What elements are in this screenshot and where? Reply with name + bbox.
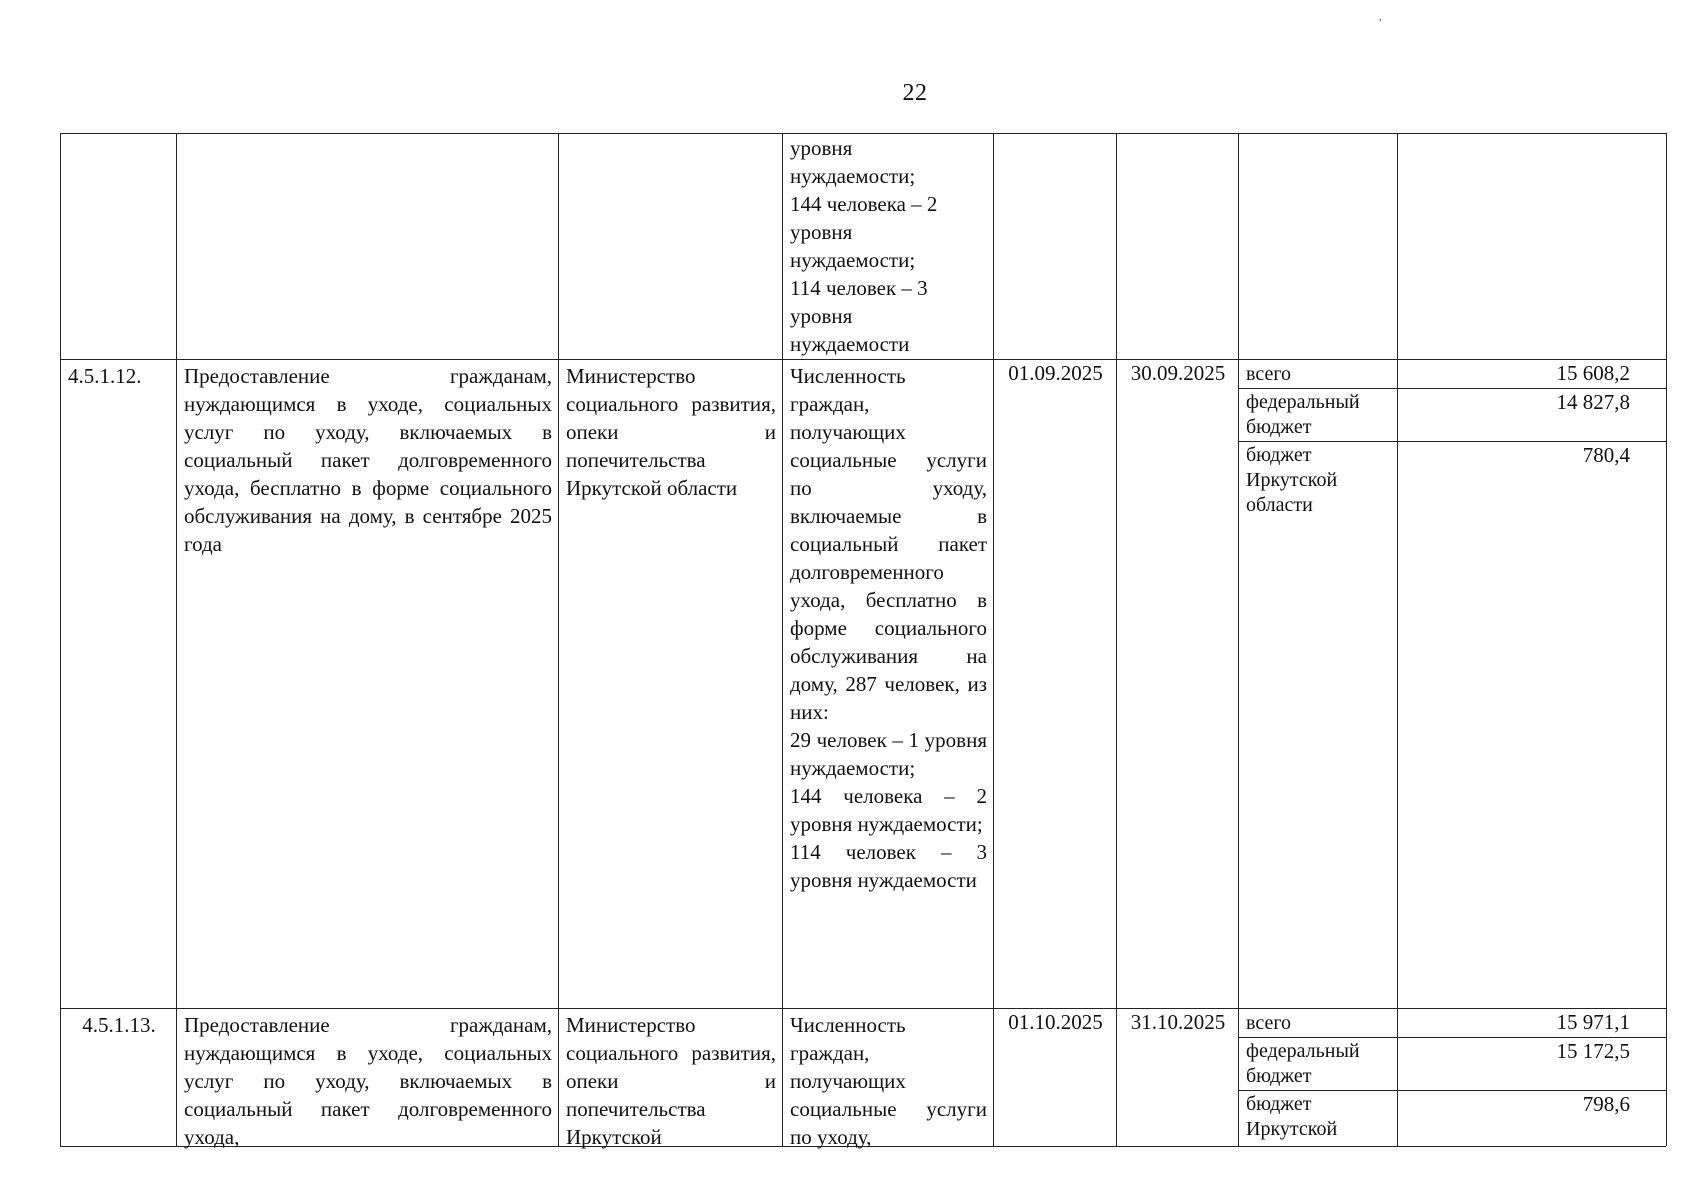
- funding-source-federal: федеральный бюджет: [1246, 391, 1360, 438]
- continued-indicator-cell: уровня нуждаемости; 144 человека – 2 уровня нуждаемости; 114 человек – 3 уровня нуждаемости: [790, 136, 938, 356]
- row-number: 4.5.1.13.: [82, 1013, 156, 1037]
- funding-source-regional: бюджет Иркутской: [1246, 1093, 1338, 1140]
- indicator-description: Численность граждан, получающих социальные услуги по уходу, включаемые в социальный пакет долговременного ухода, бесплатно в форме социального обслуживания на дому, 287 человек, из них: 29 человек – 1 уровня нуждаемости; 144 человека – 2 уровня нуждаемости; 114 человек – 3 уровня нуждаемости: [790, 364, 987, 892]
- responsible-executor: Министерство социального развития, опеки и попечительства Иркутской области: [566, 364, 776, 500]
- indicator-description: Численность граждан, получающих социальные услуги по уходу,: [790, 1013, 987, 1149]
- start-date: 01.10.2025: [1008, 1010, 1103, 1034]
- event-description: Предоставление гражданам, нуждающимся в уходе, социальных услуг по уходу, включаемых в социальный пакет долговременного ухода, бесплатно в форме социального обслуживания на дому, в сентябре 2025 года: [184, 364, 552, 556]
- responsible-executor: Министерство социального развития, опеки и попечительства Иркутской: [566, 1013, 776, 1149]
- corner-mark: ,: [1379, 12, 1382, 23]
- funding-amount-regional: 780,4: [1582, 443, 1630, 467]
- end-date: 30.09.2025: [1130, 361, 1226, 385]
- funding-amount-federal: 14 827,8: [1556, 390, 1630, 414]
- event-description: Предоставление гражданам, нуждающимся в уходе, социальных услуг по уходу, включаемых в социальный пакет долговременного ухода,: [184, 1013, 552, 1149]
- funding-source-regional: бюджет Иркутской области: [1246, 444, 1338, 516]
- funding-source-total: всего: [1246, 1012, 1292, 1034]
- funding-source-total: всего: [1246, 363, 1292, 385]
- end-date: 31.10.2025: [1130, 1010, 1226, 1034]
- funding-amount-federal: 15 172,5: [1556, 1039, 1630, 1063]
- funding-amount-total: 15 608,2: [1556, 361, 1630, 385]
- page-number: 22: [902, 80, 928, 106]
- funding-source-federal: федеральный бюджет: [1246, 1040, 1360, 1087]
- funding-amount-total: 15 971,1: [1556, 1010, 1630, 1034]
- plan-table: [60, 133, 1666, 1149]
- start-date: 01.09.2025: [1008, 361, 1103, 385]
- funding-amount-regional: 798,6: [1582, 1092, 1630, 1116]
- row-number: 4.5.1.12.: [68, 364, 142, 388]
